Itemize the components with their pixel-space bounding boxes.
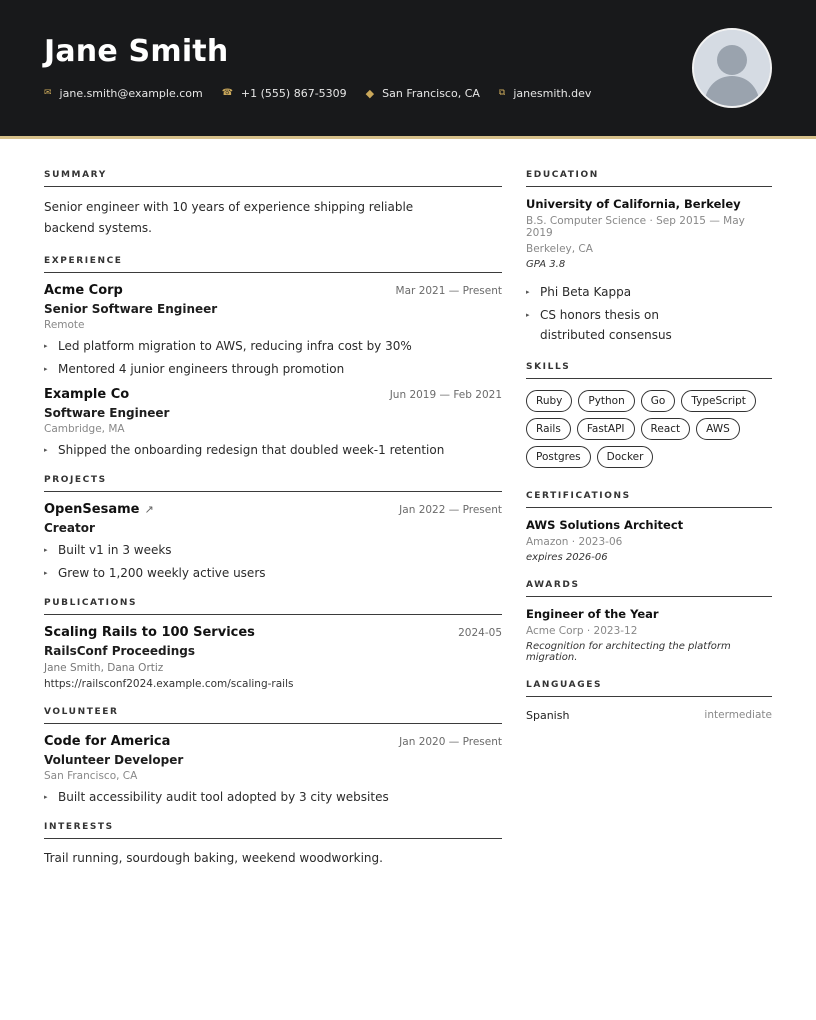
publication-title: Scaling Rails to 100 Services xyxy=(44,625,255,640)
publication-date: 2024-05 xyxy=(458,627,502,639)
award-name: Engineer of the Year xyxy=(526,607,659,621)
skill-chip: React xyxy=(641,418,691,440)
section-title: LANGUAGES xyxy=(526,680,772,697)
date-range: Jan 2020 — Present xyxy=(399,736,502,748)
awards-section xyxy=(526,580,772,663)
degree-line: B.S. Computer Science · Sep 2015 — May 2019 xyxy=(526,215,745,239)
bullet-item: ▸ Built accessibility audit tool adopted by 3 city websites xyxy=(44,789,502,805)
section-title: PROJECTS xyxy=(44,475,502,492)
date-range: Mar 2021 — Present xyxy=(395,285,502,297)
company-name: Example Co xyxy=(44,387,130,402)
job-location: Remote xyxy=(44,319,85,331)
bullet-item: ▸ CS honors thesis on distributed consensus xyxy=(526,305,686,345)
award-issuer: Acme Corp · 2023-12 xyxy=(526,625,638,637)
certification-issuer: Amazon · 2023-06 xyxy=(526,536,623,548)
phone-text: +1 (555) 867-5309 xyxy=(240,86,347,100)
projects-section xyxy=(44,475,502,581)
volunteer-location: San Francisco, CA xyxy=(44,770,138,782)
section-title: AWARDS xyxy=(526,580,772,597)
full-name: Jane Smith xyxy=(44,34,229,69)
email-text: jane.smith@example.com xyxy=(59,86,203,100)
main-column xyxy=(44,170,502,882)
experience-section xyxy=(44,256,502,458)
skills-section xyxy=(526,362,772,474)
avatar-placeholder-icon xyxy=(694,30,770,106)
organization-name: Code for America xyxy=(44,734,171,749)
volunteer-section xyxy=(44,707,502,805)
skill-chip: Postgres xyxy=(526,446,591,468)
section-title: SKILLS xyxy=(526,362,772,379)
experience-entry xyxy=(44,283,502,377)
mail-icon: ✉ xyxy=(44,87,52,98)
skill-chip: Ruby xyxy=(526,390,572,412)
experience-entry xyxy=(44,387,502,458)
education-section xyxy=(526,170,772,345)
sidebar-column xyxy=(526,170,772,739)
section-title: EDUCATION xyxy=(526,170,772,187)
publication-venue: RailsConf Proceedings xyxy=(44,644,196,658)
date-range: Jun 2019 — Feb 2021 xyxy=(389,389,502,401)
project-entry xyxy=(44,502,502,581)
section-title: EXPERIENCE xyxy=(44,256,502,273)
language-level: intermediate xyxy=(704,709,772,721)
publication-entry xyxy=(44,625,502,690)
skill-chip: Python xyxy=(578,390,634,412)
school-location: Berkeley, CA xyxy=(526,243,593,255)
publications-section xyxy=(44,598,502,690)
volunteer-role: Volunteer Developer xyxy=(44,753,184,767)
summary-section xyxy=(44,170,502,239)
interests-text: Trail running, sourdough baking, weekend woodworking. xyxy=(44,851,383,865)
project-name[interactable] xyxy=(44,502,154,517)
project-name-text: OpenSesame xyxy=(44,502,140,517)
section-title: CERTIFICATIONS xyxy=(526,491,772,508)
school-name: University of California, Berkeley xyxy=(526,197,741,211)
skill-chip: FastAPI xyxy=(577,418,635,440)
certification-name: AWS Solutions Architect xyxy=(526,518,684,532)
languages-section xyxy=(526,680,772,722)
language-row xyxy=(526,709,772,722)
job-title: Software Engineer xyxy=(44,406,170,420)
contact-bar xyxy=(44,86,610,100)
date-range: Jan 2022 — Present xyxy=(399,504,502,516)
publication-url[interactable]: https://railsconf2024.example.com/scaling-rails xyxy=(44,678,294,690)
avatar xyxy=(692,28,772,108)
link-icon: ⧉ xyxy=(498,87,506,98)
contact-phone[interactable] xyxy=(222,87,347,100)
contact-email[interactable] xyxy=(44,87,203,100)
interests-section xyxy=(44,822,502,865)
job-location: Cambridge, MA xyxy=(44,423,125,435)
bullet-item: ▸ Led platform migration to AWS, reducing infra cost by 30% xyxy=(44,338,502,354)
external-link-icon[interactable]: ↗ xyxy=(144,503,154,516)
skill-chip: AWS xyxy=(696,418,740,440)
section-title: SUMMARY xyxy=(44,170,502,187)
bullet-item: ▸ Shipped the onboarding redesign that doubled week-1 retention xyxy=(44,442,502,458)
job-title: Senior Software Engineer xyxy=(44,302,218,316)
skill-chip: Go xyxy=(641,390,676,412)
summary-text: Senior engineer with 10 years of experience shipping reliable backend systems. xyxy=(44,200,414,235)
bullet-item: ▸ Grew to 1,200 weekly active users xyxy=(44,565,502,581)
bullet-item: ▸ Built v1 in 3 weeks xyxy=(44,542,502,558)
language-name: Spanish xyxy=(526,709,570,722)
bullet-item: ▸ Phi Beta Kappa xyxy=(526,282,686,302)
certifications-section xyxy=(526,491,772,563)
volunteer-entry xyxy=(44,734,502,805)
skill-chip: TypeScript xyxy=(681,390,756,412)
section-title: INTERESTS xyxy=(44,822,502,839)
skill-chips xyxy=(526,390,772,474)
publication-authors: Jane Smith, Dana Ortiz xyxy=(44,662,164,674)
phone-icon: ☎ xyxy=(221,87,233,98)
location-text: San Francisco, CA xyxy=(382,86,480,100)
location-icon: ◆ xyxy=(365,86,375,100)
resume-header xyxy=(0,0,816,136)
contact-website[interactable] xyxy=(499,87,592,100)
skill-chip: Rails xyxy=(526,418,571,440)
certification-expiry: expires 2026-06 xyxy=(526,552,608,563)
section-title: PUBLICATIONS xyxy=(44,598,502,615)
gpa: GPA 3.8 xyxy=(526,259,566,270)
header-accent-rule xyxy=(0,136,816,139)
section-title: VOLUNTEER xyxy=(44,707,502,724)
company-name: Acme Corp xyxy=(44,283,123,298)
website-text: janesmith.dev xyxy=(513,86,592,100)
bullet-item: ▸ Mentored 4 junior engineers through promotion xyxy=(44,361,502,377)
skill-chip: Docker xyxy=(597,446,654,468)
project-role: Creator xyxy=(44,521,95,535)
award-description: Recognition for architecting the platform migration. xyxy=(526,641,731,663)
contact-location xyxy=(366,87,480,100)
